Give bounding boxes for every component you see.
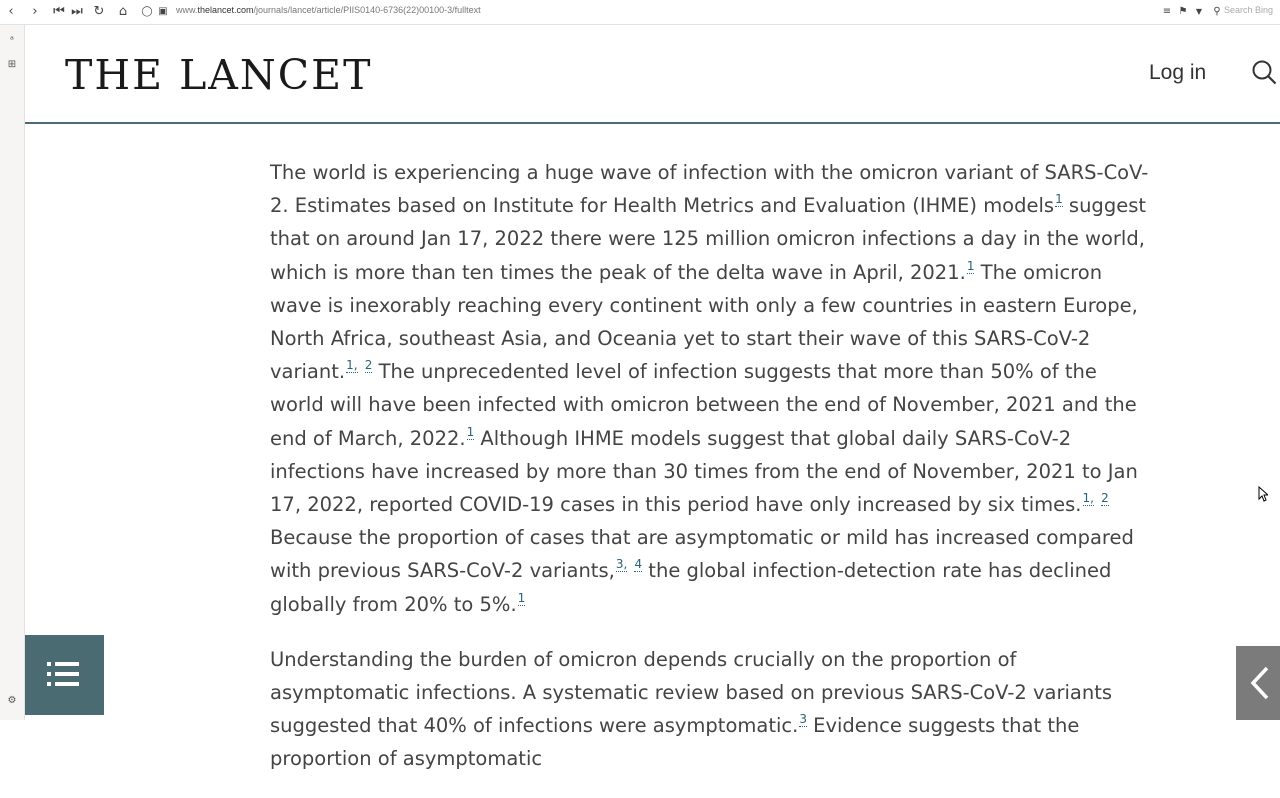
bookmark-icon[interactable]: ⚑ xyxy=(1178,6,1188,17)
url-prefix: www. xyxy=(176,5,198,15)
translate-icon[interactable]: ᵃ xyxy=(10,35,14,46)
reference-link[interactable]: 1 xyxy=(1055,192,1063,207)
address-bar[interactable] xyxy=(176,5,481,15)
search-icon[interactable] xyxy=(1251,59,1277,85)
text-run xyxy=(627,559,633,582)
reader-icon[interactable]: ≡ xyxy=(1162,6,1172,17)
text-run xyxy=(358,360,364,383)
article-paragraph-1 xyxy=(270,156,1150,621)
text-run: Evidence suggests that the proportion of asymptomatic xyxy=(270,714,1080,771)
reference-link[interactable]: 1 xyxy=(966,258,975,273)
mouse-cursor-icon xyxy=(1258,486,1268,502)
text-run: the global infection-detection rate has declined globally from 20% to 5%. xyxy=(270,559,1112,616)
reference-link[interactable]: 1, xyxy=(346,358,358,373)
reference-link[interactable]: 1, xyxy=(1082,491,1094,506)
text-run: The omicron wave is inexorably reaching every continent with only a few countries in eastern Europe, North Africa, southeast Asia, and Oceania yet to start their wave of this SARS-CoV-2 variant. xyxy=(270,260,1138,384)
lock-icon: ▣ xyxy=(158,6,168,17)
skip-forward-icon[interactable]: ⏭ xyxy=(71,4,83,19)
settings-icon[interactable]: ⚙ xyxy=(7,695,17,706)
search-engine-icon[interactable]: ⚲ xyxy=(1213,6,1221,17)
text-run: suggest that on around Jan 17, 2022 there were 125 million omicron infections a day in the world, which is more than ten times the peak of the delta wave in April, 2021. xyxy=(270,194,1146,284)
reference-link[interactable]: 3, xyxy=(615,557,628,572)
forward-icon[interactable]: › xyxy=(32,4,38,19)
reference-link[interactable]: 2 xyxy=(364,358,373,373)
site-logo[interactable]: THE LANCET xyxy=(65,51,373,99)
side-panel xyxy=(0,25,25,720)
site-header xyxy=(25,25,1280,124)
article-body xyxy=(270,156,1150,798)
back-icon[interactable]: ‹ xyxy=(8,4,14,19)
text-run xyxy=(1094,493,1100,516)
url-host: thelancet.com xyxy=(197,5,254,15)
text-run: Because the proportion of cases that are asymptomatic or mild has increased compared with previous SARS-CoV-2 variants, xyxy=(270,526,1134,583)
dropdown-icon[interactable]: ▼ xyxy=(1195,7,1203,16)
text-run: The unprecedented level of infection suggests that more than 50% of the world will have been infected with omicron between the end of November, 2021 and the end of March, 2022. xyxy=(270,360,1137,450)
table-of-contents-button[interactable] xyxy=(25,635,104,715)
login-link[interactable]: Log in xyxy=(1149,61,1207,84)
reference-link[interactable]: 4 xyxy=(634,557,643,572)
reference-link[interactable]: 2 xyxy=(1101,491,1109,506)
chevron-left-icon xyxy=(1249,666,1271,700)
list-icon xyxy=(47,660,81,688)
browser-toolbar xyxy=(0,0,1280,25)
home-icon[interactable]: ⌂ xyxy=(118,4,128,19)
reference-link[interactable]: 1 xyxy=(517,590,526,605)
reference-link[interactable]: 1 xyxy=(466,424,475,439)
shield-icon[interactable]: ◯ xyxy=(141,6,153,17)
reload-icon[interactable]: ↻ xyxy=(93,4,105,19)
reference-link[interactable]: 3 xyxy=(799,712,807,727)
add-panel-icon[interactable]: ⊞ xyxy=(7,59,17,70)
expand-panel-button[interactable] xyxy=(1236,646,1280,720)
skip-back-icon[interactable]: ⏮ xyxy=(53,4,65,19)
text-run: The world is experiencing a huge wave of infection with the omicron variant of SARS-CoV-2. Estimates based on Institute for Health Metrics and Evaluation (IHME) models xyxy=(270,161,1149,218)
search-input[interactable]: Search Bing xyxy=(1224,5,1274,15)
text-run: Understanding the burden of omicron depends crucially on the proportion of asymptomatic infections. A systematic review based on previous SARS-CoV-2 variants suggested that 40% of infections were asymptomatic. xyxy=(270,647,1113,738)
text-run: Although IHME models suggest that global daily SARS-CoV-2 infections have increased by more than 30 times from the end of November, 2021 to Jan 17, 2022, reported COVID-19 cases in this period have only increased by six times. xyxy=(270,426,1138,517)
url-path: /journals/lancet/article/PIIS0140-6736(22)00100-3/fulltext xyxy=(253,5,481,15)
article-paragraph-2 xyxy=(270,643,1150,776)
